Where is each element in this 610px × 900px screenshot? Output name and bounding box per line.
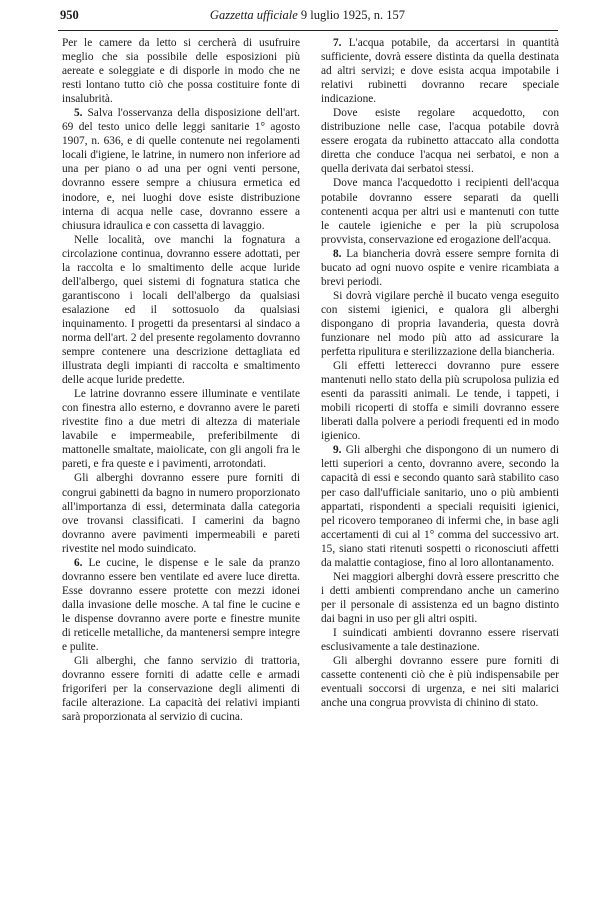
header-rule <box>58 30 558 31</box>
paragraph <box>62 233 300 388</box>
paragraph <box>321 36 559 106</box>
paragraph <box>62 106 300 232</box>
paragraph-text: Gli alberghi dovranno essere pure forniti di cassette contenenti ciò che è più indispensabile per eventuali soccorsi di urgenza, e nei siti malarici anche una congrua provvista di chinino di stato. <box>321 655 559 710</box>
paragraph <box>321 570 559 626</box>
issue-date: 9 luglio 1925, n. 157 <box>300 8 406 22</box>
article-number: 9. <box>333 444 342 457</box>
paragraph-text: Gli effetti letterecci dovranno pure essere mantenuti nello stato della più scrupolosa pulizia ed esenti da parassiti animali. Le tende, i tappeti, i mobili ricoperti di stoffa e simili dovranno essere liberati dalla polvere a periodi frequenti ed in modo igienico. <box>321 360 559 443</box>
paragraph-text: Si dovrà vigilare perchè il bucato venga eseguito con sistemi igienici, e qualora gli alberghi dispongano di propria lavanderia, questa dovrà funzionare nel modo più atto ad assicurare la perfetta ripulitura e sterilizzazione della biancheria. <box>321 289 559 359</box>
page-header <box>60 8 555 28</box>
paragraph <box>321 176 559 246</box>
paragraph-text: Gli alberghi, che fanno servizio di trattoria, dovranno essere forniti di adatte celle e armadi frigoriferi per la conservazione degli alimenti di facile alterazione. La capacità dei relativi impianti sarà proporzionata al servizio di cucina. <box>62 655 300 724</box>
paragraph-text: Nelle località, ove manchi la fognatura a circolazione continua, dovranno essere adottati, per la raccolta e lo smaltimento delle acque luride dell'albergo, quei sistemi di fognatura statica che garantiscono i locali dell'albergo da qualsiasi esalazione ed il sottosuolo da qualsiasi inquinamento. I progetti da presentarsi al sindaco a norma dell'art. 2 del presente regolamento dovranno sempre contenere una descrizione dettagliata ed illustrata degli impianti di raccolta e smaltimento delle acque luride predette. <box>62 233 300 387</box>
publication-name: Gazzetta ufficiale <box>209 8 298 22</box>
article-number: 5. <box>74 107 83 120</box>
page-number: 950 <box>60 8 79 22</box>
paragraph <box>321 443 559 569</box>
left-column <box>62 36 300 724</box>
paragraph-text: Dove manca l'acquedotto i recipienti dell'acqua potabile dovranno essere separati da quelli contenenti acqua per altri usi e mantenuti con tutte le cautele igieniche e per la più scrupolosa provvista, conservazione ed erogazione dell'acqua. <box>321 177 559 246</box>
paragraph <box>62 387 300 471</box>
paragraph <box>321 654 559 710</box>
article-number: 7. <box>333 37 342 49</box>
paragraph <box>321 106 559 176</box>
paragraph-text: Le cucine, le dispense e le sale da pranzo dovranno essere ben ventilate ed avere luce diretta. Esse dovranno essere protette con mezzi idonei dalla invasione delle mosche. A tal fine le cucine e le dispense dovranno avere porte e finestre munite di reticelle metalliche, da mantenersi sempre integre e pulite. <box>62 556 300 654</box>
right-column <box>321 36 559 710</box>
paragraph <box>321 626 559 654</box>
paragraph <box>321 247 559 289</box>
paragraph <box>321 289 559 359</box>
paragraph-text: I suindicati ambienti dovranno essere riservati esclusivamente a tale destinazione. <box>321 626 559 654</box>
paragraph-text: La biancheria dovrà essere sempre fornita di bucato ad ogni nuovo ospite e venire ricambiata a brevi periodi. <box>321 247 559 288</box>
paragraph <box>62 36 300 106</box>
paragraph <box>62 654 300 724</box>
article-number: 6. <box>74 556 83 569</box>
paragraph-text: Le latrine dovranno essere illuminate e ventilate con finestra allo esterno, e dovranno avere le pareti rivestite fino a due metri di altezza di materiale lavabile e impermeabile, preferibilmente di mattonelle smaltate, maiolicate, con gli angoli fra le pareti, e fra queste e i pavimenti, arrotondati. <box>62 388 300 471</box>
paragraph-text: Per le camere da letto si cercherà di usufruire meglio che sia possibile delle esposizioni più aereate e soleggiate e di disporle in modo che ne resti lontano tutto ciò che possa costituire fonte di insalubrità. <box>62 37 300 106</box>
paragraph <box>62 471 300 555</box>
paragraph-text: Gli alberghi dovranno essere pure forniti di congrui gabinetti da bagno in numero proporzionato all'importanza di essi, determinata dalla categoria ove trovansi classificati. I camerini da bagno dovranno avere pavimenti impermeabili e pareti rivestite nel modo suindicato. <box>62 472 300 555</box>
paragraph-text: Salva l'osservanza della disposizione dell'art. 69 del testo unico delle leggi sanitarie 1° agosto 1907, n. 636, e di quelle contenute nei regolamenti locali d'igiene, le latrine, in numero non inferiore ad una per piano o ad una per ogni venti persone, dovranno essere sempre a chiusura ermetica ed inodore, e, nei luoghi dove esiste distribuzione interna di acqua nelle case, dovranno essere a chiusura idraulica e con cassetta di lavaggio. <box>62 107 300 232</box>
paragraph-text: Gli alberghi che dispongono di un numero di letti superiori a cento, dovranno avere, secondo la capacità di essi e secondo quanto sarà stabilito caso per caso dall'ufficiale sanitario, uno o più ambienti appartati, rispondenti a speciali requisiti igienici, pel ricovero temporaneo di infermi che, in base agli accertamenti di cui al 1° comma del successivo art. 15, siano stati ritenuti sospetti o riconosciuti affetti da malattie contagiose, fino al loro allontanamento. <box>321 444 559 569</box>
running-title <box>60 8 555 23</box>
paragraph <box>321 359 559 443</box>
paragraph-text: L'acqua potabile, da accertarsi in quantità sufficiente, dovrà essere distinta da quella destinata ad altri servizi; e dove esista acqua impotabile i relativi rubinetti dovranno recare speciale indicazione. <box>321 37 559 106</box>
paragraph-text: Dove esiste regolare acquedotto, con distribuzione nelle case, l'acqua potabile dovrà essere erogata da rubinetto attaccato alla condotta diretta che conduce l'acqua nei serbatoi, e non a quella derivata dai serbatoi stessi. <box>321 107 559 176</box>
paragraph-text: Nei maggiori alberghi dovrà essere prescritto che i detti ambienti comprendano anche un camerino per il personale di assistenza ed un bagno distinto dai bagni in uso per gli altri ospiti. <box>321 570 559 625</box>
paragraph <box>62 556 300 654</box>
article-number: 8. <box>333 247 342 260</box>
